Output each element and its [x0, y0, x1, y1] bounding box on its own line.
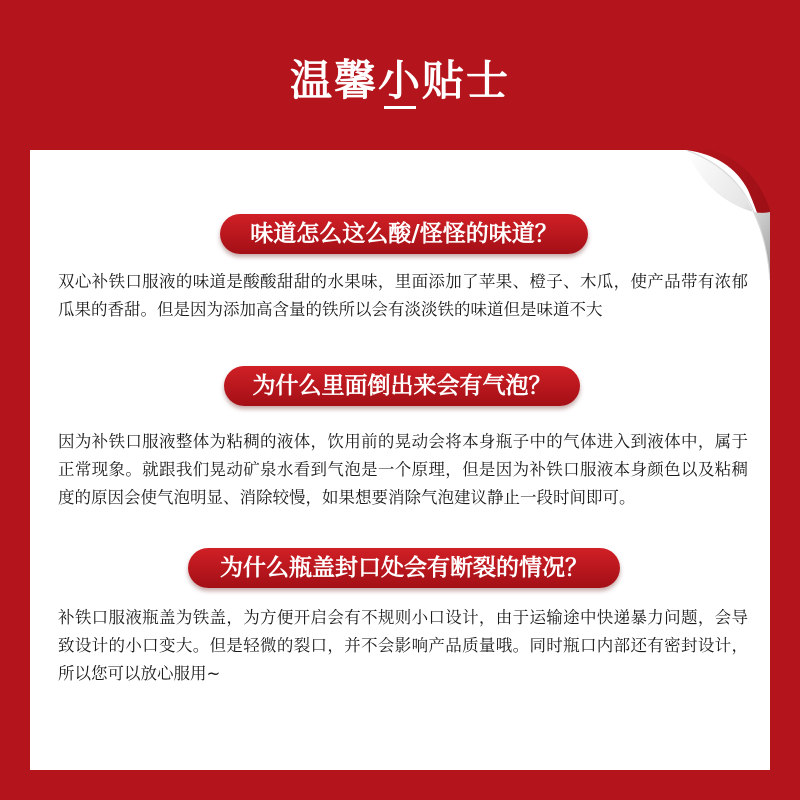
answer-1-text: 双心补铁口服液的味道是酸酸甜甜的水果味，里面添加了苹果、橙子、木瓜，使产品带有浓郁瓜果的香甜。但是因为添加高含量的铁所以会有淡淡铁的味道但是味道不大 [58, 272, 748, 319]
question-3-pill: 为什么瓶盖封口处会有断裂的情况？ [188, 548, 620, 588]
page-title: 温馨小贴士 [289, 56, 510, 105]
question-2-pill: 为什么里面倒出来会有气泡？ [224, 366, 580, 406]
question-1-pill: 味道怎么这么酸/怪怪的味道？ [220, 214, 588, 254]
answer-2-text: 因为补铁口服液整体为粘稠的液体，饮用前的晃动会将本身瓶子中的气体进入到液体中，属于正常现象。就跟我们晃动矿泉水看到气泡是一个原理，但是因为补铁口服液本身颜色以及粘稠度的原因会使气泡明显、消除较慢，如果想要消除气泡建议静止一段时间即可。 [58, 432, 748, 507]
answer-3-text: 补铁口服液瓶盖为铁盖，为方便开启会有不规则小口设计，由于运输途中快递暴力问题，会导致设计的小口变大。但是轻微的裂口，并不会影响产品质量哦。同时瓶口内部还有密封设计，所以您可以放心服用~ [58, 608, 748, 683]
title-underline [384, 106, 416, 109]
tips-card [30, 150, 770, 770]
